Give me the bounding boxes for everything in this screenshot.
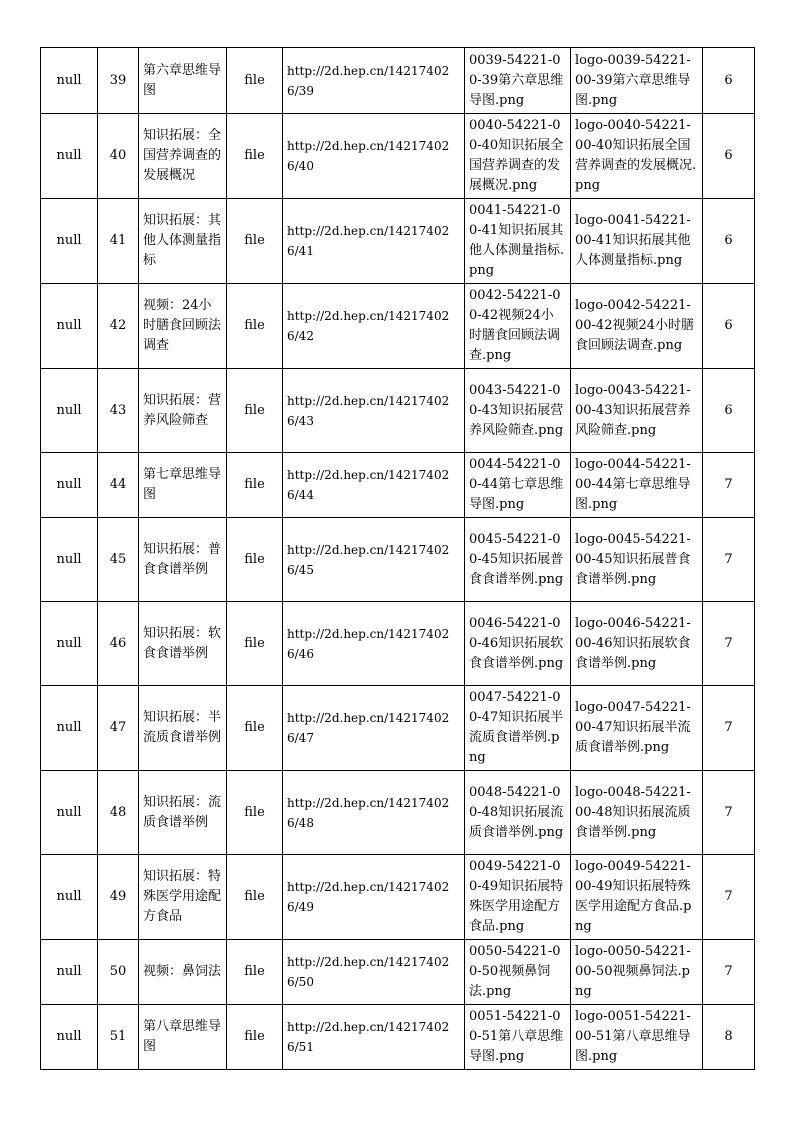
- cell-null: null: [41, 602, 98, 686]
- cell-null: null: [41, 940, 98, 1005]
- cell-chapter: 7: [703, 686, 755, 771]
- cell-file-name: 0048-54221-00-48知识拓展流质食谱举例.png: [465, 771, 571, 855]
- cell-chapter: 6: [703, 369, 755, 453]
- cell-file-name: 0039-54221-00-39第六章思维导图.png: [465, 48, 571, 114]
- cell-title: 知识拓展：软食食谱举例: [139, 602, 227, 686]
- cell-number: 46: [98, 602, 139, 686]
- cell-logo-name: logo-0041-54221-00-41知识拓展其他人体测量指标.png: [571, 199, 703, 284]
- cell-type: file: [227, 453, 283, 518]
- cell-chapter: 7: [703, 855, 755, 940]
- cell-chapter: 6: [703, 114, 755, 199]
- cell-chapter: 7: [703, 771, 755, 855]
- cell-chapter: 6: [703, 284, 755, 369]
- cell-type: file: [227, 686, 283, 771]
- cell-logo-name: logo-0051-54221-00-51第八章思维导图.png: [571, 1005, 703, 1070]
- cell-title: 视频：鼻饲法: [139, 940, 227, 1005]
- cell-logo-name: logo-0043-54221-00-43知识拓展营养风险筛查.png: [571, 369, 703, 453]
- cell-number: 47: [98, 686, 139, 771]
- cell-number: 48: [98, 771, 139, 855]
- cell-title: 第七章思维导图: [139, 453, 227, 518]
- table-row: [41, 686, 755, 771]
- cell-number: 42: [98, 284, 139, 369]
- cell-url[interactable]: http://2d.hep.cn/142174026/45: [283, 518, 465, 602]
- resource-table: [40, 47, 755, 1070]
- cell-file-name: 0050-54221-00-50视频鼻饲法.png: [465, 940, 571, 1005]
- table-row: [41, 602, 755, 686]
- cell-title: 知识拓展：特殊医学用途配方食品: [139, 855, 227, 940]
- cell-url[interactable]: http://2d.hep.cn/142174026/48: [283, 771, 465, 855]
- cell-title: 第六章思维导图: [139, 48, 227, 114]
- cell-title: 知识拓展：营养风险筛查: [139, 369, 227, 453]
- cell-null: null: [41, 284, 98, 369]
- cell-logo-name: logo-0050-54221-00-50视频鼻饲法.png: [571, 940, 703, 1005]
- cell-file-name: 0042-54221-00-42视频24小时膳食回顾法调查.png: [465, 284, 571, 369]
- cell-title: 知识拓展：半流质食谱举例: [139, 686, 227, 771]
- cell-type: file: [227, 940, 283, 1005]
- cell-file-name: 0041-54221-00-41知识拓展其他人体测量指标.png: [465, 199, 571, 284]
- cell-null: null: [41, 199, 98, 284]
- cell-null: null: [41, 771, 98, 855]
- cell-file-name: 0049-54221-00-49知识拓展特殊医学用途配方食品.png: [465, 855, 571, 940]
- cell-type: file: [227, 1005, 283, 1070]
- cell-logo-name: logo-0040-54221-00-40知识拓展全国营养调查的发展概况.png: [571, 114, 703, 199]
- cell-url[interactable]: http://2d.hep.cn/142174026/43: [283, 369, 465, 453]
- cell-file-name: 0051-54221-00-51第八章思维导图.png: [465, 1005, 571, 1070]
- cell-number: 43: [98, 369, 139, 453]
- cell-logo-name: logo-0049-54221-00-49知识拓展特殊医学用途配方食品.png: [571, 855, 703, 940]
- cell-logo-name: logo-0039-54221-00-39第六章思维导图.png: [571, 48, 703, 114]
- cell-type: file: [227, 602, 283, 686]
- cell-type: file: [227, 284, 283, 369]
- cell-title: 知识拓展：流质食谱举例: [139, 771, 227, 855]
- cell-file-name: 0040-54221-00-40知识拓展全国营养调查的发展概况.png: [465, 114, 571, 199]
- table-row: [41, 453, 755, 518]
- cell-number: 49: [98, 855, 139, 940]
- cell-logo-name: logo-0046-54221-00-46知识拓展软食食谱举例.png: [571, 602, 703, 686]
- cell-file-name: 0044-54221-00-44第七章思维导图.png: [465, 453, 571, 518]
- cell-title: 知识拓展：全国营养调查的发展概况: [139, 114, 227, 199]
- cell-logo-name: logo-0045-54221-00-45知识拓展普食食谱举例.png: [571, 518, 703, 602]
- cell-number: 44: [98, 453, 139, 518]
- table-row: [41, 855, 755, 940]
- cell-file-name: 0043-54221-00-43知识拓展营养风险筛查.png: [465, 369, 571, 453]
- cell-logo-name: logo-0042-54221-00-42视频24小时膳食回顾法调查.png: [571, 284, 703, 369]
- cell-number: 51: [98, 1005, 139, 1070]
- cell-null: null: [41, 114, 98, 199]
- cell-file-name: 0047-54221-00-47知识拓展半流质食谱举例.png: [465, 686, 571, 771]
- cell-chapter: 6: [703, 199, 755, 284]
- cell-title: 知识拓展：普食食谱举例: [139, 518, 227, 602]
- cell-title: 第八章思维导图: [139, 1005, 227, 1070]
- table-row: [41, 1005, 755, 1070]
- cell-null: null: [41, 453, 98, 518]
- cell-null: null: [41, 855, 98, 940]
- cell-number: 40: [98, 114, 139, 199]
- cell-null: null: [41, 686, 98, 771]
- cell-url[interactable]: http://2d.hep.cn/142174026/46: [283, 602, 465, 686]
- cell-url[interactable]: http://2d.hep.cn/142174026/40: [283, 114, 465, 199]
- cell-chapter: 7: [703, 940, 755, 1005]
- cell-file-name: 0045-54221-00-45知识拓展普食食谱举例.png: [465, 518, 571, 602]
- cell-type: file: [227, 855, 283, 940]
- cell-url[interactable]: http://2d.hep.cn/142174026/39: [283, 48, 465, 114]
- table-row: [41, 48, 755, 114]
- cell-logo-name: logo-0044-54221-00-44第七章思维导图.png: [571, 453, 703, 518]
- cell-type: file: [227, 114, 283, 199]
- cell-url[interactable]: http://2d.hep.cn/142174026/47: [283, 686, 465, 771]
- cell-url[interactable]: http://2d.hep.cn/142174026/49: [283, 855, 465, 940]
- cell-title: 知识拓展：其他人体测量指标: [139, 199, 227, 284]
- table-row: [41, 284, 755, 369]
- cell-logo-name: logo-0047-54221-00-47知识拓展半流质食谱举例.png: [571, 686, 703, 771]
- table-row: [41, 771, 755, 855]
- cell-type: file: [227, 48, 283, 114]
- cell-type: file: [227, 518, 283, 602]
- cell-type: file: [227, 771, 283, 855]
- cell-chapter: 7: [703, 453, 755, 518]
- cell-type: file: [227, 369, 283, 453]
- cell-null: null: [41, 1005, 98, 1070]
- table-row: [41, 369, 755, 453]
- cell-number: 45: [98, 518, 139, 602]
- cell-type: file: [227, 199, 283, 284]
- cell-number: 41: [98, 199, 139, 284]
- table-row: [41, 518, 755, 602]
- table-row: [41, 940, 755, 1005]
- table-row: [41, 199, 755, 284]
- cell-url[interactable]: http://2d.hep.cn/142174026/41: [283, 199, 465, 284]
- cell-null: null: [41, 518, 98, 602]
- cell-url[interactable]: http://2d.hep.cn/142174026/51: [283, 1005, 465, 1070]
- cell-number: 39: [98, 48, 139, 114]
- cell-url[interactable]: http://2d.hep.cn/142174026/42: [283, 284, 465, 369]
- cell-chapter: 8: [703, 1005, 755, 1070]
- cell-file-name: 0046-54221-00-46知识拓展软食食谱举例.png: [465, 602, 571, 686]
- cell-url[interactable]: http://2d.hep.cn/142174026/50: [283, 940, 465, 1005]
- cell-title: 视频：24小时膳食回顾法调查: [139, 284, 227, 369]
- cell-null: null: [41, 369, 98, 453]
- cell-url[interactable]: http://2d.hep.cn/142174026/44: [283, 453, 465, 518]
- cell-chapter: 7: [703, 518, 755, 602]
- cell-chapter: 7: [703, 602, 755, 686]
- cell-number: 50: [98, 940, 139, 1005]
- table-row: [41, 114, 755, 199]
- table-body: [41, 48, 755, 1070]
- cell-logo-name: logo-0048-54221-00-48知识拓展流质食谱举例.png: [571, 771, 703, 855]
- cell-null: null: [41, 48, 98, 114]
- cell-chapter: 6: [703, 48, 755, 114]
